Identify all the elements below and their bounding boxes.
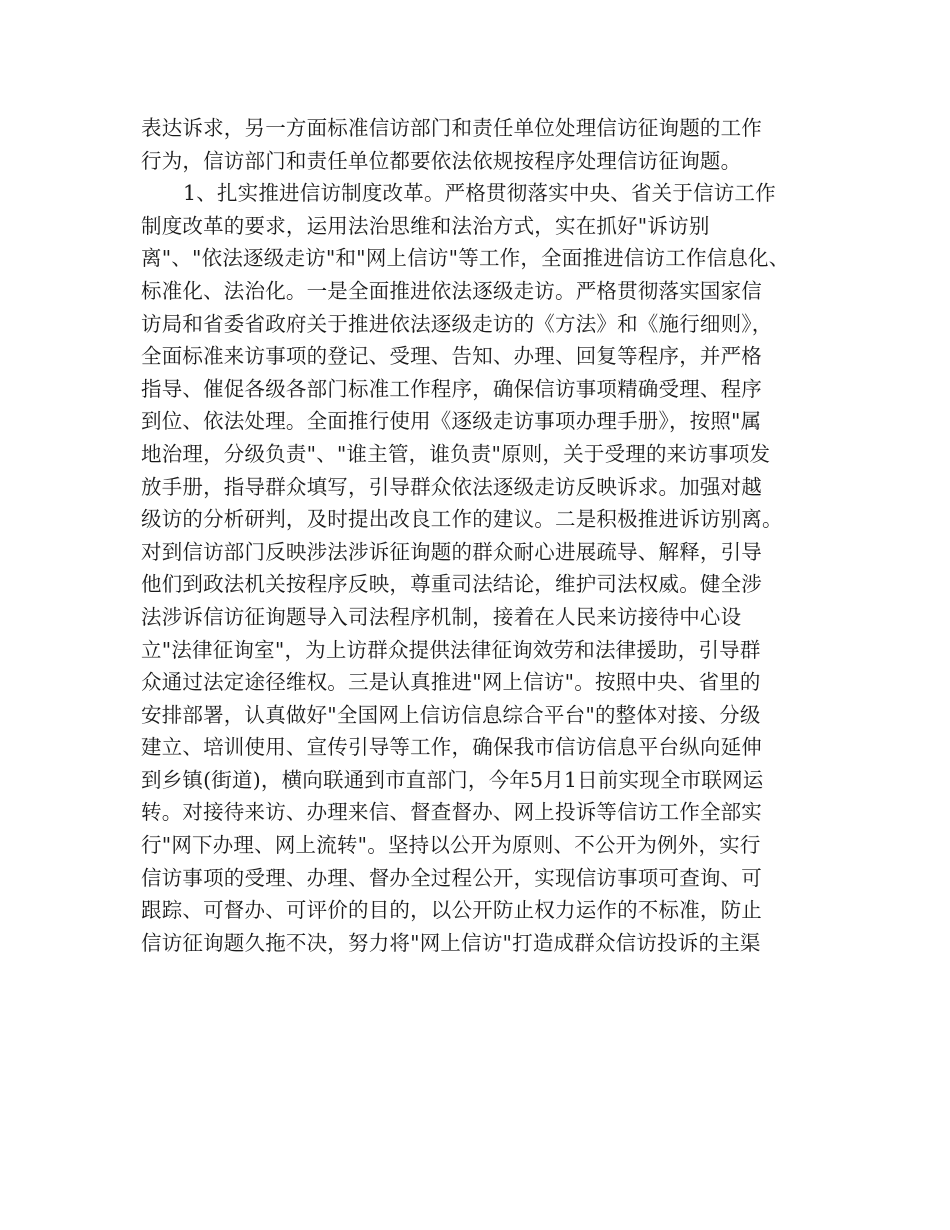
text-line: 立"法律征询室"，为上访群众提供法律征询效劳和法律援助，引导群 [141,637,761,662]
text-line: 众通过法定途径维权。三是认真推进"网上信访"。按照中央、省里的 [141,670,761,695]
text-line: 转。对接待来访、办理来信、督查督办、网上投诉等信访工作全部实 [141,800,762,825]
text-line: 到位、依法处理。全面推行使用《逐级走访事项办理手册》，按照"属 [141,409,762,434]
text-line: 跟踪、可督办、可评价的目的，以公开防止权力运作的不标准，防止 [141,898,762,923]
text-line: 到乡镇(街道)，横向联通到市直部门，今年5月1日前实现全市联网运 [141,767,764,792]
text-line: 信访征询题久拖不决，努力将"网上信访"打造成群众信访投诉的主渠 [141,930,761,955]
text-line: 放手册，指导群众填写，引导群众依法逐级走访反映诉求。加强对越 [141,474,762,499]
text-line: 安排部署，认真做好"全国网上信访信息综合平台"的整体对接、分级 [141,702,761,727]
text-line: 指导、催促各级各部门标准工作程序，确保信访事项精确受理、程序 [141,376,762,401]
text-line: 行"网下办理、网上流转"。坚持以公开为原则、不公开为例外，实行 [141,833,761,858]
text-line: 级访的分析研判，及时提出改良工作的建议。二是积极推进诉访别离。 [141,507,783,532]
text-line: 行为，信访部门和责任单位都要依法依规按程序处理信访征询题。 [141,148,742,173]
text-line: 全面标准来访事项的登记、受理、告知、办理、回复等程序，并严格 [141,344,762,369]
text-line: 访局和省委省政府关于推进依法逐级走访的《方法》和《施行细则》， [141,311,773,336]
text-line: 地治理，分级负责"、"谁主管，谁负责"原则，关于受理的来访事项发 [141,441,771,466]
text-line: 表达诉求，另一方面标准信访部门和责任单位处理信访征询题的工作 [141,116,762,140]
text-line: 建立、培训使用、宣传引导等工作，确保我市信访信息平台纵向延伸 [141,735,762,760]
text-line: 制度改革的要求，运用法治思维和法治方式，实在抓好"诉访别 [141,213,710,238]
text-line: 离"、"依法逐级走访"和"网上信访"等工作，全面推进信访工作信息化、 [141,246,790,271]
text-line: 法涉诉信访征询题导入司法程序机制，接着在人民来访接待中心设 [141,604,742,629]
text-line: 标准化、法治化。一是全面推进依法逐级走访。严格贯彻落实国家信 [141,278,762,303]
text-line: 信访事项的受理、办理、督办全过程公开，实现信访事项可查询、可 [141,865,762,890]
paragraph-start-line: 1、扎实推进信访制度改革。严格贯彻落实中央、省关于信访工作 [183,181,776,206]
text-line: 他们到政法机关按程序反映，尊重司法结论，维护司法权威。健全涉 [141,572,762,597]
body-text [141,112,831,959]
text-line: 对到信访部门反映涉法涉诉征询题的群众耐心进展疏导、解释，引导 [141,539,762,564]
